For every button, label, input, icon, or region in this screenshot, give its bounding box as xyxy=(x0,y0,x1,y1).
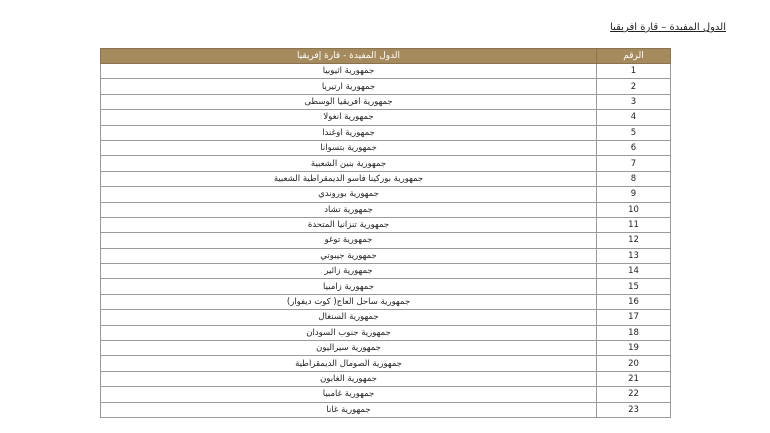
table-row xyxy=(101,310,671,325)
table-row xyxy=(101,402,671,417)
table-row xyxy=(101,94,671,109)
row-number: 2 xyxy=(597,79,671,94)
table-row xyxy=(101,171,671,186)
row-number: 17 xyxy=(597,310,671,325)
table-row xyxy=(101,217,671,232)
table-row xyxy=(101,387,671,402)
row-number: 21 xyxy=(597,371,671,386)
table-row xyxy=(101,279,671,294)
country-name: جمهورية بنين الشعبية xyxy=(101,156,597,171)
row-number: 18 xyxy=(597,325,671,340)
header-number: الرقم xyxy=(597,49,671,64)
country-name: جمهورية الغابون xyxy=(101,371,597,386)
row-number: 14 xyxy=(597,264,671,279)
country-name: جمهورية ارتيريا xyxy=(101,79,597,94)
table-row xyxy=(101,64,671,79)
table-row xyxy=(101,156,671,171)
table-row xyxy=(101,248,671,263)
country-name: جمهورية الصومال الديمقراطية xyxy=(101,356,597,371)
header-country-name: الدول المفيدة - قارة إفريقيا xyxy=(101,49,597,64)
row-number: 13 xyxy=(597,248,671,263)
row-number: 7 xyxy=(597,156,671,171)
country-name: جمهورية بوركينا فاسو الديمقراطية الشعبية xyxy=(101,171,597,186)
table-row xyxy=(101,341,671,356)
row-number: 6 xyxy=(597,140,671,155)
table-row xyxy=(101,110,671,125)
row-number: 12 xyxy=(597,233,671,248)
country-name: جمهورية سيراليون xyxy=(101,341,597,356)
table-row xyxy=(101,187,671,202)
countries-table xyxy=(100,48,671,418)
document-title: الدول المفيدة – قارة افريقيا xyxy=(610,22,726,33)
country-name: جمهورية بتسوانا xyxy=(101,140,597,155)
row-number: 5 xyxy=(597,125,671,140)
table-row xyxy=(101,79,671,94)
row-number: 19 xyxy=(597,341,671,356)
table-row xyxy=(101,325,671,340)
country-name: جمهورية جنوب السودان xyxy=(101,325,597,340)
row-number: 4 xyxy=(597,110,671,125)
row-number: 3 xyxy=(597,94,671,109)
table-row xyxy=(101,202,671,217)
table-row xyxy=(101,140,671,155)
row-number: 1 xyxy=(597,64,671,79)
table-row xyxy=(101,264,671,279)
row-number: 9 xyxy=(597,187,671,202)
country-name: جمهورية زامبيا xyxy=(101,279,597,294)
table-row xyxy=(101,371,671,386)
country-name: جمهورية غانا xyxy=(101,402,597,417)
table-row xyxy=(101,125,671,140)
row-number: 15 xyxy=(597,279,671,294)
country-name: جمهورية تنزانيا المتحدة xyxy=(101,217,597,232)
country-name: جمهورية بوروندي xyxy=(101,187,597,202)
country-name: جمهورية جيبوتي xyxy=(101,248,597,263)
row-number: 22 xyxy=(597,387,671,402)
table-row xyxy=(101,233,671,248)
table-header-row xyxy=(101,49,671,64)
row-number: 20 xyxy=(597,356,671,371)
country-name: جمهورية اوغندا xyxy=(101,125,597,140)
country-name: جمهورية غامبيا xyxy=(101,387,597,402)
row-number: 8 xyxy=(597,171,671,186)
country-name: جمهورية انغولا xyxy=(101,110,597,125)
country-name: جمهورية تشاد xyxy=(101,202,597,217)
country-name: جمهورية اثيوبيا xyxy=(101,64,597,79)
row-number: 16 xyxy=(597,294,671,309)
country-name: جمهورية السنغال xyxy=(101,310,597,325)
row-number: 10 xyxy=(597,202,671,217)
table-row xyxy=(101,356,671,371)
row-number: 23 xyxy=(597,402,671,417)
country-name: جمهورية زائير xyxy=(101,264,597,279)
country-name: جمهورية افريقيا الوسطى xyxy=(101,94,597,109)
row-number: 11 xyxy=(597,217,671,232)
country-name: جمهورية توغو xyxy=(101,233,597,248)
country-name: جمهورية ساحل العاج( كوت ديفوار) xyxy=(101,294,597,309)
table-row xyxy=(101,294,671,309)
